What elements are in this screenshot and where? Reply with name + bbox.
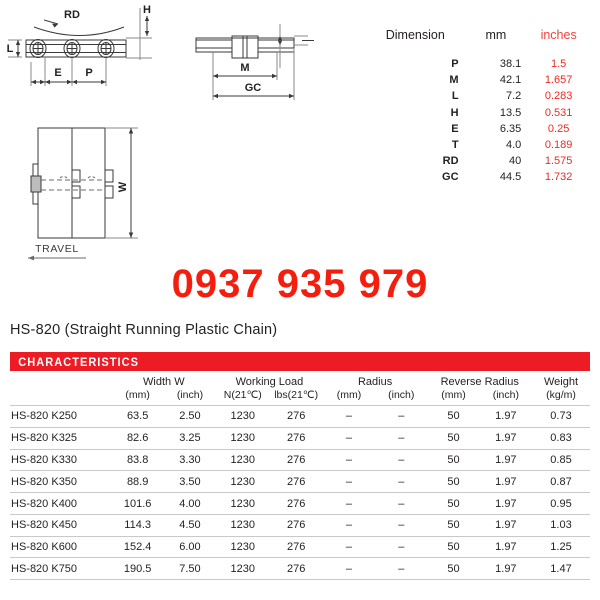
cell-load-lbs: 276 bbox=[269, 406, 322, 428]
cell-radius-mm: – bbox=[323, 449, 375, 471]
cell-width-inch: 2.50 bbox=[164, 406, 216, 428]
label-m: M bbox=[240, 62, 250, 74]
label-rd: RD bbox=[64, 9, 80, 21]
dimension-label: H bbox=[450, 106, 459, 119]
group-working-load: Working Load bbox=[235, 376, 304, 388]
cell-radius-inch: – bbox=[375, 558, 427, 580]
cell-model: HS-820 K600 bbox=[10, 536, 112, 558]
cell-load-lbs: 276 bbox=[269, 514, 322, 536]
spec-header-group-row bbox=[10, 376, 590, 389]
dimension-mm: 38.1 bbox=[499, 58, 522, 71]
cell-load-n: 1230 bbox=[216, 536, 269, 558]
plan-view-drawing bbox=[0, 108, 190, 268]
dimension-table bbox=[366, 28, 590, 186]
cell-load-n: 1230 bbox=[216, 558, 269, 580]
cell-width-mm: 83.8 bbox=[112, 449, 164, 471]
end-view-drawing bbox=[180, 0, 360, 110]
unit-width-inch: (inch) bbox=[176, 389, 204, 401]
label-w: W bbox=[117, 181, 129, 193]
dimension-label: M bbox=[449, 74, 459, 87]
cell-load-n: 1230 bbox=[216, 471, 269, 493]
cell-width-mm: 114.3 bbox=[112, 514, 164, 536]
cell-rev-radius-inch: 1.97 bbox=[480, 493, 532, 515]
cell-radius-inch: – bbox=[375, 406, 427, 428]
dimension-mm: 7.2 bbox=[505, 90, 522, 103]
dimension-mm: 40 bbox=[509, 155, 522, 168]
cell-model: HS-820 K350 bbox=[10, 471, 112, 493]
cell-width-mm: 152.4 bbox=[112, 536, 164, 558]
cell-rev-radius-mm: 50 bbox=[427, 406, 479, 428]
cell-radius-mm: – bbox=[323, 493, 375, 515]
cell-rev-radius-mm: 50 bbox=[427, 493, 479, 515]
cell-rev-radius-mm: 50 bbox=[427, 558, 479, 580]
dimension-label: L bbox=[451, 90, 459, 103]
cell-weight: 1.25 bbox=[532, 536, 590, 558]
table-row bbox=[10, 427, 590, 449]
cell-rev-radius-inch: 1.97 bbox=[480, 471, 532, 493]
dimension-row bbox=[366, 137, 590, 153]
dimension-row bbox=[366, 153, 590, 169]
cell-model: HS-820 K750 bbox=[10, 558, 112, 580]
dimension-mm: 44.5 bbox=[499, 171, 522, 184]
label-h: H bbox=[143, 4, 151, 16]
dimension-row bbox=[366, 56, 590, 72]
cell-rev-radius-mm: 50 bbox=[427, 449, 479, 471]
dimension-row bbox=[366, 105, 590, 121]
cell-radius-inch: – bbox=[375, 514, 427, 536]
cell-rev-radius-mm: 50 bbox=[427, 514, 479, 536]
cell-weight: 1.03 bbox=[532, 514, 590, 536]
cell-width-inch: 3.50 bbox=[164, 471, 216, 493]
cell-width-inch: 4.00 bbox=[164, 493, 216, 515]
cell-rev-radius-inch: 1.97 bbox=[480, 536, 532, 558]
specification-table bbox=[10, 376, 590, 580]
cell-weight: 1.47 bbox=[532, 558, 590, 580]
cell-radius-inch: – bbox=[375, 427, 427, 449]
dimension-inches: 0.25 bbox=[547, 122, 570, 135]
cell-width-inch: 4.50 bbox=[164, 514, 216, 536]
dimension-label: P bbox=[451, 58, 459, 71]
cell-width-inch: 7.50 bbox=[164, 558, 216, 580]
cell-load-n: 1230 bbox=[216, 493, 269, 515]
dimension-mm: 42.1 bbox=[499, 74, 522, 87]
cell-weight: 0.73 bbox=[532, 406, 590, 428]
cell-load-lbs: 276 bbox=[269, 449, 322, 471]
cell-rev-radius-inch: 1.97 bbox=[480, 558, 532, 580]
table-row bbox=[10, 471, 590, 493]
cell-model: HS-820 K450 bbox=[10, 514, 112, 536]
cell-radius-inch: – bbox=[375, 471, 427, 493]
dimension-label: T bbox=[451, 139, 459, 152]
cell-rev-radius-inch: 1.97 bbox=[480, 449, 532, 471]
cell-weight: 0.83 bbox=[532, 427, 590, 449]
cell-load-n: 1230 bbox=[216, 514, 269, 536]
cell-load-lbs: 276 bbox=[269, 493, 322, 515]
cell-width-inch: 3.30 bbox=[164, 449, 216, 471]
cell-radius-mm: – bbox=[323, 514, 375, 536]
group-model bbox=[10, 376, 112, 389]
header-dimension: Dimension bbox=[385, 28, 445, 42]
label-p: P bbox=[85, 67, 93, 79]
dimension-inches: 1.732 bbox=[544, 171, 573, 184]
dimension-table-header-row bbox=[366, 28, 590, 56]
unit-rev-radius-inch: (inch) bbox=[492, 389, 519, 401]
dimension-inches: 1.657 bbox=[544, 74, 573, 87]
cell-load-n: 1230 bbox=[216, 406, 269, 428]
table-row bbox=[10, 514, 590, 536]
elevation-drawing bbox=[0, 0, 180, 100]
cell-radius-mm: – bbox=[323, 536, 375, 558]
dimension-mm: 4.0 bbox=[505, 139, 522, 152]
cell-width-mm: 190.5 bbox=[112, 558, 164, 580]
cell-rev-radius-inch: 1.97 bbox=[480, 427, 532, 449]
label-travel: TRAVEL bbox=[35, 243, 79, 255]
dimension-inches: 1.5 bbox=[550, 58, 567, 71]
table-row bbox=[10, 449, 590, 471]
unit-model bbox=[10, 389, 112, 406]
cell-radius-mm: – bbox=[323, 427, 375, 449]
cell-radius-mm: – bbox=[323, 406, 375, 428]
header-mm: mm bbox=[485, 28, 507, 42]
cell-width-mm: 63.5 bbox=[112, 406, 164, 428]
unit-load-n: N(21℃) bbox=[223, 389, 262, 401]
cell-load-lbs: 276 bbox=[269, 427, 322, 449]
spec-header-unit-row bbox=[10, 389, 590, 406]
cell-weight: 0.85 bbox=[532, 449, 590, 471]
dimension-mm: 13.5 bbox=[499, 106, 522, 119]
characteristics-banner-label: CHARACTERISTICS bbox=[18, 355, 139, 369]
unit-rev-radius-mm: (mm) bbox=[441, 389, 466, 401]
cell-load-lbs: 276 bbox=[269, 536, 322, 558]
unit-load-lbs: lbs(21℃) bbox=[274, 389, 319, 401]
table-row bbox=[10, 558, 590, 580]
cell-radius-inch: – bbox=[375, 536, 427, 558]
unit-weight: (kg/m) bbox=[546, 389, 576, 401]
label-e: E bbox=[54, 67, 62, 79]
cell-width-inch: 6.00 bbox=[164, 536, 216, 558]
dimension-mm: 6.35 bbox=[499, 122, 522, 135]
cell-load-lbs: 276 bbox=[269, 471, 322, 493]
dimension-inches: 0.531 bbox=[544, 106, 573, 119]
group-radius: Radius bbox=[357, 376, 393, 388]
cell-radius-mm: – bbox=[323, 471, 375, 493]
cell-width-mm: 101.6 bbox=[112, 493, 164, 515]
table-row bbox=[10, 536, 590, 558]
unit-radius-inch: (inch) bbox=[388, 389, 415, 401]
unit-width-mm: (mm) bbox=[125, 389, 150, 401]
dimension-row bbox=[366, 72, 590, 88]
dimension-label: RD bbox=[442, 155, 459, 168]
group-weight: Weight bbox=[543, 376, 579, 388]
table-row bbox=[10, 406, 590, 428]
cell-rev-radius-mm: 50 bbox=[427, 536, 479, 558]
cell-rev-radius-mm: 50 bbox=[427, 471, 479, 493]
dimension-label: GC bbox=[442, 171, 459, 184]
dimension-row bbox=[366, 169, 590, 185]
cell-radius-inch: – bbox=[375, 449, 427, 471]
cell-rev-radius-mm: 50 bbox=[427, 427, 479, 449]
cell-weight: 0.87 bbox=[532, 471, 590, 493]
group-width: Width W bbox=[143, 376, 185, 388]
label-gc: GC bbox=[244, 82, 262, 94]
characteristics-banner bbox=[10, 352, 590, 371]
cell-radius-inch: – bbox=[375, 493, 427, 515]
phone-number: 0937 935 979 bbox=[171, 262, 429, 306]
cell-model: HS-820 K400 bbox=[10, 493, 112, 515]
group-reverse-radius: Reverse Radius bbox=[440, 376, 519, 388]
cell-width-inch: 3.25 bbox=[164, 427, 216, 449]
header-inches: inches bbox=[540, 28, 577, 42]
cell-load-lbs: 276 bbox=[269, 558, 322, 580]
cell-radius-mm: – bbox=[323, 558, 375, 580]
dimension-row bbox=[366, 121, 590, 137]
cell-rev-radius-inch: 1.97 bbox=[480, 406, 532, 428]
dimension-label: E bbox=[451, 122, 459, 135]
dimension-row bbox=[366, 88, 590, 104]
cell-width-mm: 88.9 bbox=[112, 471, 164, 493]
table-row bbox=[10, 493, 590, 515]
dimension-inches: 0.189 bbox=[544, 139, 573, 152]
cell-load-n: 1230 bbox=[216, 449, 269, 471]
cell-load-n: 1230 bbox=[216, 427, 269, 449]
label-l: L bbox=[6, 43, 14, 55]
cell-model: HS-820 K250 bbox=[10, 406, 112, 428]
product-title: HS-820 (Straight Running Plastic Chain) bbox=[10, 322, 278, 338]
dimension-inches: 1.575 bbox=[544, 155, 573, 168]
cell-rev-radius-inch: 1.97 bbox=[480, 514, 532, 536]
unit-radius-mm: (mm) bbox=[336, 389, 362, 401]
cell-width-mm: 82.6 bbox=[112, 427, 164, 449]
dimension-inches: 0.283 bbox=[544, 90, 573, 103]
cell-model: HS-820 K325 bbox=[10, 427, 112, 449]
cell-model: HS-820 K330 bbox=[10, 449, 112, 471]
cell-weight: 0.95 bbox=[532, 493, 590, 515]
